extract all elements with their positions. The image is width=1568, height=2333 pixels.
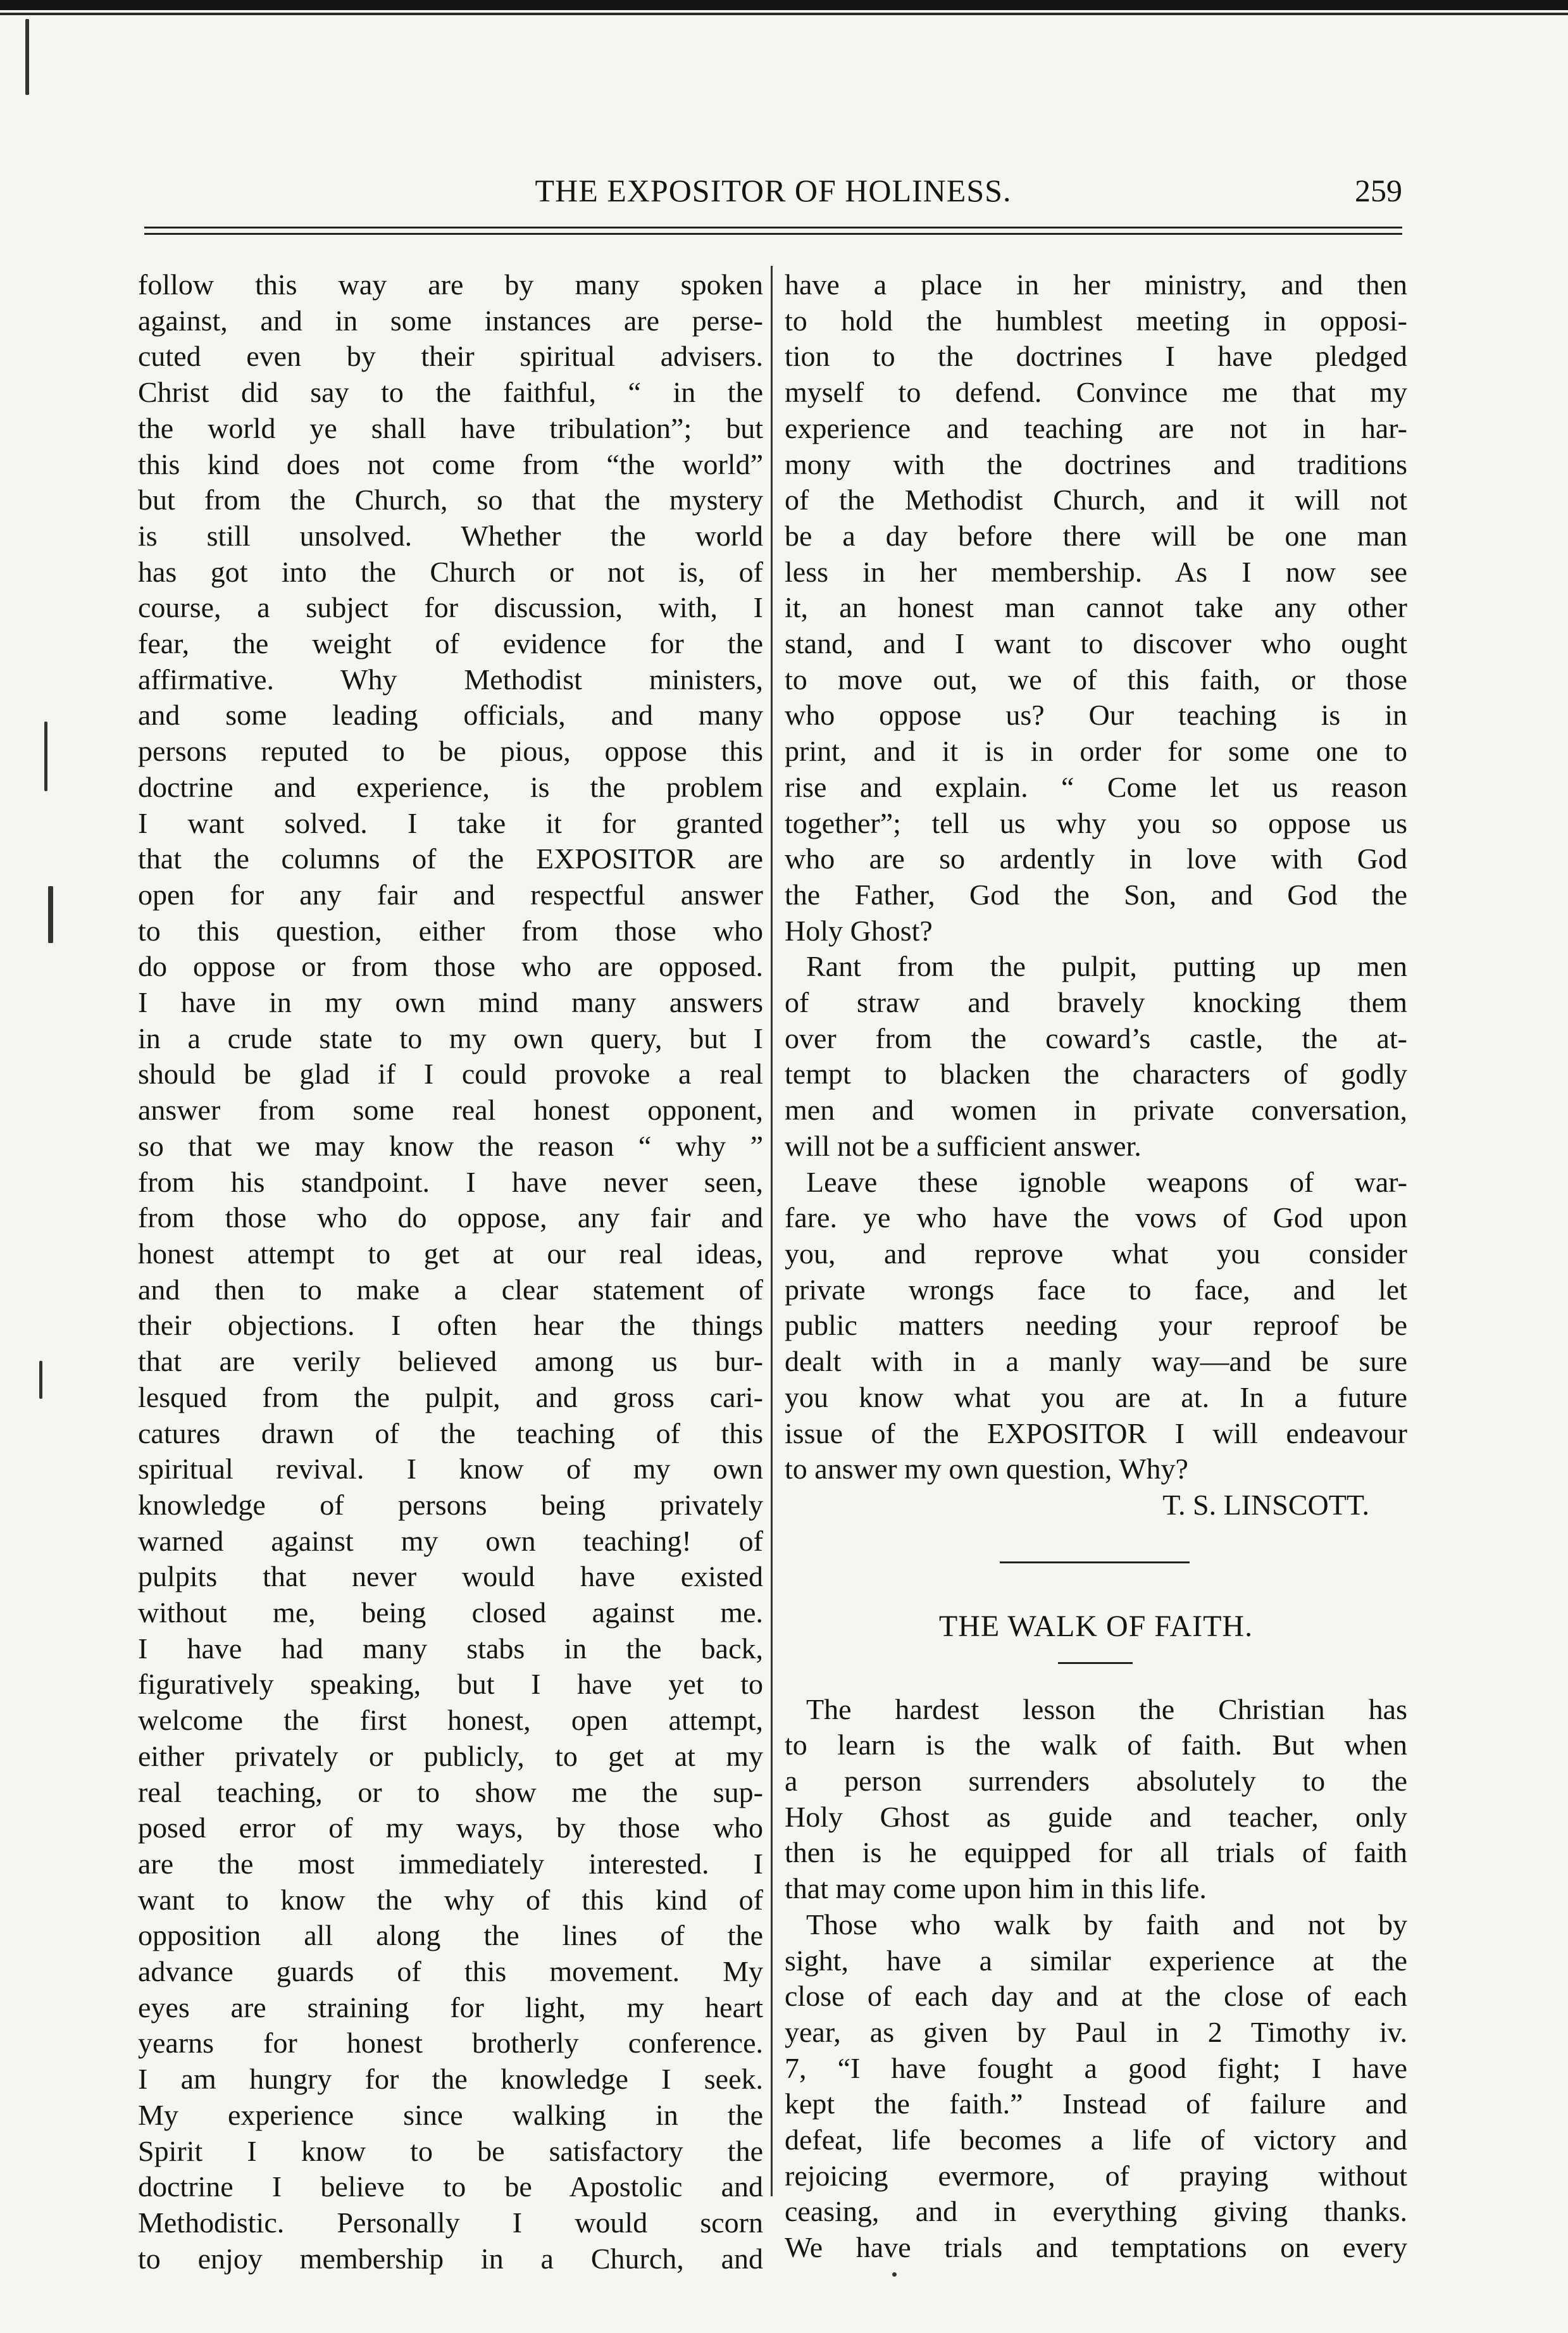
text-line: open for any fair and respectful answer xyxy=(138,878,763,911)
text-line: I have in my own mind many answers xyxy=(138,986,763,1019)
top-border-rule-thin xyxy=(0,13,1568,15)
text-line: want to know the why of this kind of xyxy=(138,1883,763,1916)
text-line: cuted even by their spiritual advisers. xyxy=(138,340,763,373)
text-line: experience and teaching are not in har- xyxy=(785,411,1407,444)
text-line: together”; tell us why you so oppose us xyxy=(785,806,1407,839)
margin-speck xyxy=(25,19,29,95)
text-line: spiritual revival. I know of my own xyxy=(138,1453,763,1485)
text-line: you, and reprove what you consider xyxy=(785,1237,1407,1270)
text-line: figuratively speaking, but I have yet to xyxy=(138,1668,763,1701)
text-line: Those who walk by faith and not by xyxy=(806,1908,1407,1941)
text-line: doctrine I believe to be Apostolic and xyxy=(138,2170,763,2203)
page-number: 259 xyxy=(1355,173,1402,208)
text-line: year, as given by Paul in 2 Timothy iv. xyxy=(785,2015,1407,2048)
text-line: in a crude state to my own query, but I xyxy=(138,1022,763,1054)
text-line: ceasing, and in everything giving thanks. xyxy=(785,2195,1407,2228)
text-line: persons reputed to be pious, oppose this xyxy=(138,735,763,768)
text-line: Spirit I know to be satisfactory the xyxy=(138,2134,763,2167)
margin-speck xyxy=(892,2272,897,2277)
text-line: but from the Church, so that the mystery xyxy=(138,484,763,516)
text-line: defeat, life becomes a life of victory and xyxy=(785,2123,1407,2156)
text-line: sight, have a similar experience at the xyxy=(785,1944,1407,1977)
text-line: that are verily believed among us bur- xyxy=(138,1345,763,1378)
text-line: issue of the EXPOSITOR I will endeavour xyxy=(785,1417,1407,1449)
text-line: kept the faith.” Instead of failure and xyxy=(785,2087,1407,2120)
text-line: close of each day and at the close of each xyxy=(785,1980,1407,2013)
text-line: fear, the weight of evidence for the xyxy=(138,627,763,660)
text-line: be a day before there will be one man xyxy=(785,519,1407,552)
text-line: this kind does not come from “the world” xyxy=(138,447,763,480)
author-signature: T. S. LINSCOTT. xyxy=(1162,1488,1369,1521)
text-line: warned against my own teaching! of xyxy=(138,1524,763,1557)
text-line: to move out, we of this faith, or those xyxy=(785,663,1407,696)
header-rule xyxy=(144,227,1402,228)
text-line: answer from some real honest opponent, xyxy=(138,1094,763,1127)
text-line: doctrine and experience, is the problem xyxy=(138,770,763,803)
text-line: it, an honest man cannot take any other xyxy=(785,591,1407,624)
text-line: to hold the humblest meeting in opposi- xyxy=(785,304,1407,337)
text-line: mony with the doctrines and traditions xyxy=(785,447,1407,480)
text-line: Christ did say to the faithful, “ in the xyxy=(138,376,763,409)
text-line: either privately or publicly, to get at my xyxy=(138,1739,763,1772)
text-line: We have trials and temptations on every xyxy=(785,2231,1407,2264)
text-line: opposition all along the lines of the xyxy=(138,1919,763,1952)
text-line: Holy Ghost as guide and teacher, only xyxy=(785,1800,1407,1833)
text-line: dealt with in a manly way—and be sure xyxy=(785,1345,1407,1378)
walk-of-faith-article xyxy=(785,1692,1407,2266)
text-line: then is he equipped for all trials of faith xyxy=(785,1836,1407,1869)
text-line: has got into the Church or not is, of xyxy=(138,555,763,588)
text-line: without me, being closed against me. xyxy=(138,1596,763,1629)
text-line: lesqued from the pulpit, and gross cari- xyxy=(138,1380,763,1413)
text-line: the world ye shall have tribulation”; but xyxy=(138,411,763,444)
text-line: so that we may know the reason “ why ” xyxy=(138,1129,763,1162)
text-line: that may come upon him in this life. xyxy=(785,1872,1207,1905)
section-title: THE WALK OF FAITH. xyxy=(938,1609,1254,1643)
text-line: from his standpoint. I have never seen, xyxy=(138,1165,763,1198)
text-line: eyes are straining for light, my heart xyxy=(138,1991,763,2023)
text-line: Holy Ghost? xyxy=(785,914,933,947)
text-line: posed error of my ways, by those who xyxy=(138,1811,763,1844)
text-line: is still unsolved. Whether the world xyxy=(138,519,763,552)
text-line: of straw and bravely knocking them xyxy=(785,986,1407,1019)
text-line: tion to the doctrines I have pledged xyxy=(785,340,1407,373)
running-title: THE EXPOSITOR OF HOLINESS. xyxy=(535,173,1012,208)
text-line: The hardest lesson the Christian has xyxy=(806,1692,1407,1725)
text-line: advance guards of this movement. My xyxy=(138,1955,763,1988)
text-line: rise and explain. “ Come let us reason xyxy=(785,770,1407,803)
text-line: to learn is the walk of faith. But when xyxy=(785,1729,1407,1761)
text-line: against, and in some instances are perse- xyxy=(138,304,763,337)
text-line: are the most immediately interested. I xyxy=(138,1847,763,1880)
text-line: course, a subject for discussion, with, I xyxy=(138,591,763,624)
text-line: should be glad if I could provoke a real xyxy=(138,1058,763,1091)
text-line: from those who do oppose, any fair and xyxy=(138,1201,763,1234)
text-line: yearns for honest brotherly conference. xyxy=(138,2027,763,2060)
text-line: and some leading officials, and many xyxy=(138,699,763,732)
margin-speck xyxy=(48,886,53,943)
text-line: public matters needing your reproof be xyxy=(785,1309,1407,1342)
column-divider xyxy=(771,266,773,2196)
text-line: I am hungry for the knowledge I seek. xyxy=(138,2063,763,2096)
section-divider-rule xyxy=(1000,1561,1190,1563)
text-line: Methodistic. Personally I would scorn xyxy=(138,2206,763,2239)
text-line: to answer my own question, Why? xyxy=(785,1453,1188,1485)
text-line: stand, and I want to discover who ought xyxy=(785,627,1407,660)
text-line: that the columns of the EXPOSITOR are xyxy=(138,842,763,875)
text-line: fare. ye who have the vows of God upon xyxy=(785,1201,1407,1234)
text-line: to this question, either from those who xyxy=(138,914,763,947)
text-line: private wrongs face to face, and let xyxy=(785,1273,1407,1306)
title-underline-rule xyxy=(1058,1662,1133,1664)
text-line: myself to defend. Convince me that my xyxy=(785,376,1407,409)
left-column xyxy=(138,267,763,2277)
text-line: real teaching, or to show me the sup- xyxy=(138,1775,763,1808)
text-line: honest attempt to get at our real ideas, xyxy=(138,1237,763,1270)
article-continuation xyxy=(785,267,1407,1487)
text-line: welcome the first honest, open attempt, xyxy=(138,1704,763,1737)
text-line: of the Methodist Church, and it will not xyxy=(785,484,1407,516)
right-column xyxy=(785,267,1407,2266)
text-line: Leave these ignoble weapons of war- xyxy=(806,1165,1407,1198)
text-line: rejoicing evermore, of praying without xyxy=(785,2159,1407,2192)
text-line: I want solved. I take it for granted xyxy=(138,806,763,839)
text-line: a person surrenders absolutely to the xyxy=(785,1765,1407,1798)
header-rule-double xyxy=(144,233,1402,235)
text-line: My experience since walking in the xyxy=(138,2098,763,2131)
text-line: pulpits that never would have existed xyxy=(138,1560,763,1593)
text-line: have a place in her ministry, and then xyxy=(785,268,1407,301)
text-line: their objections. I often hear the things xyxy=(138,1309,763,1342)
text-line: 7, “I have fought a good fight; I have xyxy=(785,2051,1407,2084)
text-line: knowledge of persons being privately xyxy=(138,1488,763,1521)
text-line: who are so ardently in love with God xyxy=(785,842,1407,875)
text-line: do oppose or from those who are opposed. xyxy=(138,950,763,983)
text-line: catures drawn of the teaching of this xyxy=(138,1417,763,1449)
top-border-rule xyxy=(0,0,1568,10)
text-line: who oppose us? Our teaching is in xyxy=(785,699,1407,732)
text-line: the Father, God the Son, and God the xyxy=(785,878,1407,911)
margin-speck xyxy=(39,1361,42,1399)
text-line: you know what you are at. In a future xyxy=(785,1380,1407,1413)
text-line: tempt to blacken the characters of godly xyxy=(785,1058,1407,1091)
running-head xyxy=(144,172,1402,213)
text-line: less in her membership. As I now see xyxy=(785,555,1407,588)
text-line: and then to make a clear statement of xyxy=(138,1273,763,1306)
text-line: will not be a sufficient answer. xyxy=(785,1129,1142,1162)
text-line: Rant from the pulpit, putting up men xyxy=(806,950,1407,983)
text-line: print, and it is in order for some one to xyxy=(785,735,1407,768)
text-line: men and women in private conversation, xyxy=(785,1094,1407,1127)
text-line: I have had many stabs in the back, xyxy=(138,1632,763,1665)
margin-speck xyxy=(44,722,47,791)
text-line: over from the coward’s castle, the at- xyxy=(785,1022,1407,1054)
text-line: to enjoy membership in a Church, and xyxy=(138,2242,763,2275)
text-line: affirmative. Why Methodist ministers, xyxy=(138,663,763,696)
text-line: follow this way are by many spoken xyxy=(138,268,763,301)
